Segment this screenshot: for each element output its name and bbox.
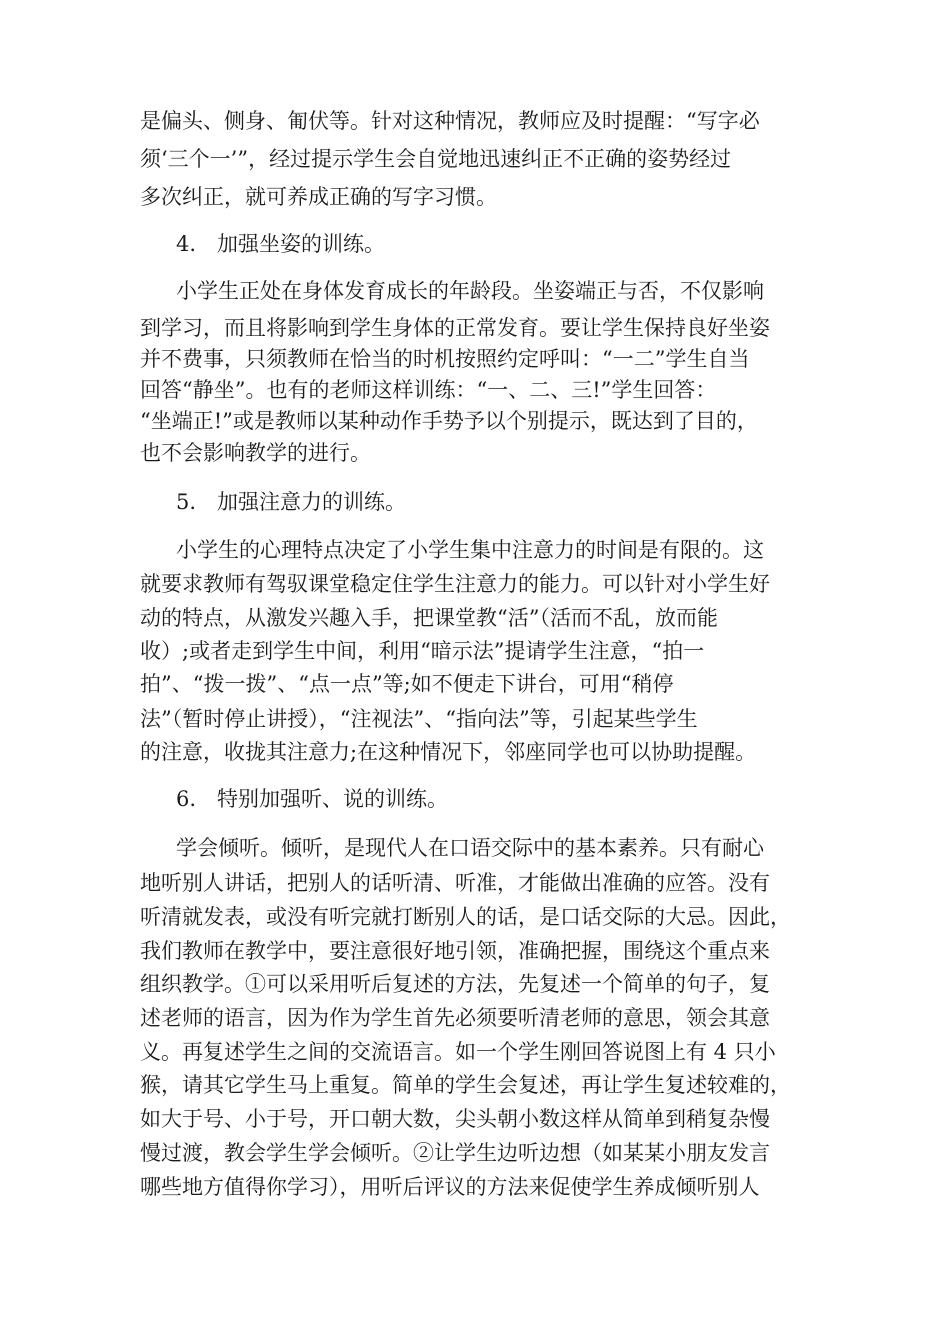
paragraph-line: 也不会影响教学的进行。 (140, 441, 371, 465)
paragraph-line: 我们教师在教学中，要注意很好地引领，准确把握，围绕这个重点来 (140, 939, 770, 963)
paragraph-line: 的注意，收拢其注意力;在这种情况下，邻座同学也可以协助提醒。 (140, 740, 757, 764)
paragraph-line: 地听别人讲话，把别人的话听清、听准，才能做出准确的应答。没有 (140, 871, 770, 895)
paragraph-line: 小学生正处在身体发育成长的年龄段。坐姿端正与否，不仅影响 (176, 279, 764, 303)
paragraph-line: 述老师的语言，因为作为学生首先必须要听清老师的意思，领会其意 (140, 1006, 770, 1030)
section-heading: 4. 加强坐姿的训练。 (176, 232, 386, 256)
paragraph-line: 并不费事，只须教师在恰当的时机按照约定呼叫：“一二”学生自当 (140, 347, 750, 371)
section-heading: 6. 特别加强听、说的训练。 (176, 787, 449, 811)
paragraph-line: 学会倾听。倾听，是现代人在口语交际中的基本素养。只有耐心 (176, 836, 764, 860)
paragraph-line: 拍”、“拨一拨”、“点一点”等;如不便走下讲台，可用“稍停 (140, 672, 674, 696)
paragraph-line: 猴，请其它学生马上重复。简单的学生会复述，再让学生复述较难的， (140, 1073, 791, 1097)
paragraph-line: 义。再复述学生之间的交流语言。如一个学生刚回答说图上有 4 只小 (140, 1040, 776, 1064)
section-heading: 5. 加强注意力的训练。 (176, 490, 407, 514)
paragraph-line: 小学生的心理特点决定了小学生集中注意力的时间是有限的。这 (176, 538, 764, 562)
paragraph-line: 慢过渡，教会学生学会倾听。②让学生边听边想（如某某小朋友发言 (140, 1141, 770, 1165)
paragraph-line: 是偏头、侧身、匍伏等。针对这种情况，教师应及时提醒：“写字必 (140, 109, 760, 133)
paragraph-line: “坐端正!”或是教师以某种动作手势予以个别提示，既达到了目的， (140, 409, 758, 433)
paragraph-line: 听清就发表，或没有听完就打断别人的话，是口话交际的大忌。因此， (140, 905, 791, 929)
paragraph-line: 动的特点，从激发兴趣入手，把课堂教“活”（活而不乱，放而能 (140, 606, 718, 630)
paragraph-line: 回答“静坐”。也有的老师这样训练：“一、二、三!”学生回答： (140, 378, 717, 402)
paragraph-line: 须‘三个一’”，经过提示学生会自觉地迅速纠正不正确的姿势经过 (140, 147, 732, 171)
paragraph-line: 多次纠正，就可养成正确的写字习惯。 (140, 185, 497, 209)
paragraph-line: 就要求教师有驾驭课堂稳定住学生注意力的能力。可以针对小学生好 (140, 572, 770, 596)
paragraph-line: 如大于号、小于号，开口朝大数，尖头朝小数这样从简单到稍复杂慢 (140, 1107, 770, 1131)
paragraph-line: 法”（暂时停止讲授），“注视法”、“指向法”等，引起某些学生 (140, 707, 698, 731)
paragraph-line: 收）;或者走到学生中间，利用“暗示法”提请学生注意，“拍一 (140, 639, 705, 663)
paragraph-line: 组织教学。①可以采用听后复述的方法，先复述一个简单的句子，复 (140, 972, 770, 996)
paragraph-line: 到学习，而且将影响到学生身体的正常发育。要让学生保持良好坐姿 (140, 316, 770, 340)
paragraph-line: 哪些地方值得你学习），用听后评议的方法来促使学生养成倾听别人 (140, 1175, 760, 1199)
